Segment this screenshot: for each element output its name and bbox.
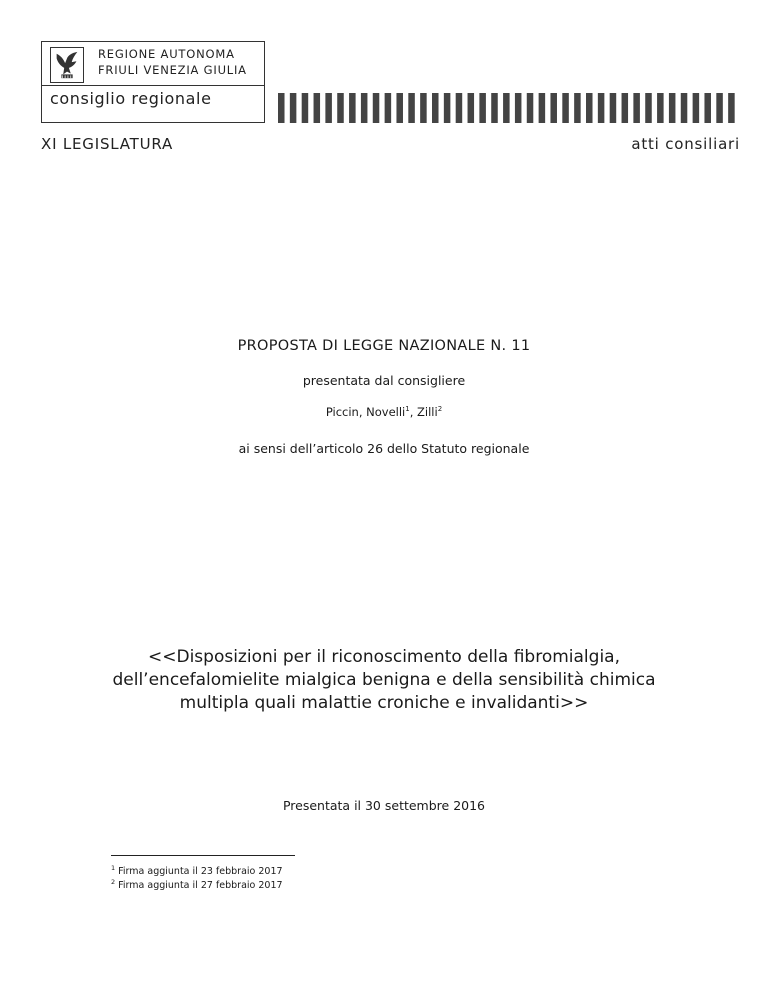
region-name-line-1: REGIONE AUTONOMA [98,47,235,61]
decorative-bar [349,93,356,123]
document-title: PROPOSTA DI LEGGE NAZIONALE N. 11 [237,338,531,354]
decorative-bar [527,93,534,123]
footnote-2-mark: 2 [111,877,116,886]
decorative-bar [491,93,498,123]
decorative-bar [586,93,593,123]
decorative-bar [408,93,415,123]
decorative-bar [598,93,605,123]
decorative-bar [693,93,700,123]
decorative-bar [622,93,629,123]
footnote-ref-1: 1 [405,405,410,414]
decorative-bar [574,93,581,123]
decorative-bar [420,93,427,123]
document-subject: <<Disposizioni per il riconoscimento della fibromialgia, dell’encefalomielite mialgica benigna e della sensibilità chimica multipla quali malattie croniche e invalidanti>> [112,647,656,713]
decorative-bar [633,93,640,123]
decorative-bar [432,93,439,123]
council-name: consiglio regionale [50,89,212,108]
decorative-bar [314,93,321,123]
decorative-bar [444,93,451,123]
decorative-bar [278,93,285,123]
decorative-bar [325,93,332,123]
eagle-emblem-icon [50,47,84,83]
decorative-bar [385,93,392,123]
decorative-bar [550,93,557,123]
footnote-1-text: Firma aggiunta il 23 febbraio 2017 [118,866,283,877]
acts-label: atti consiliari [631,135,740,153]
presentation-date: Presentata il 30 settembre 2016 [282,798,486,813]
decorative-bar-pattern [278,93,740,123]
decorative-bar [337,93,344,123]
region-name-line-2: FRIULI VENEZIA GIULIA [98,63,247,77]
legislature-label: XI LEGISLATURA [41,135,174,153]
decorative-bar [515,93,522,123]
signer-names-2: , Zilli [409,405,438,419]
decorative-bar [479,93,486,123]
footnote-2 [111,877,283,891]
footnote-separator [111,855,295,856]
decorative-bar [681,93,688,123]
legal-basis: ai sensi dell’articolo 26 dello Statuto regionale [238,441,530,456]
presented-by: presentata dal consigliere [302,373,466,388]
decorative-bar [456,93,463,123]
decorative-bar [669,93,676,123]
decorative-bar [361,93,368,123]
decorative-bar [503,93,510,123]
decorative-bar [373,93,380,123]
decorative-bar [562,93,569,123]
decorative-bar [302,93,309,123]
decorative-bar [396,93,403,123]
footnote-2-text: Firma aggiunta il 27 febbraio 2017 [118,880,283,891]
decorative-bar [728,93,735,123]
decorative-bar [290,93,297,123]
decorative-bar [657,93,664,123]
decorative-bar [704,93,711,123]
footnote-1 [111,863,283,877]
decorative-bar [539,93,546,123]
logo-divider [42,85,264,86]
footnote-ref-2: 2 [437,405,443,414]
institution-logo [41,41,265,123]
decorative-bar [716,93,723,123]
footnote-1-mark: 1 [111,863,116,872]
signer-names-1: Piccin, Novelli [325,405,406,419]
decorative-bar [610,93,617,123]
signers [0,405,768,419]
decorative-bar [645,93,652,123]
decorative-bar [468,93,475,123]
